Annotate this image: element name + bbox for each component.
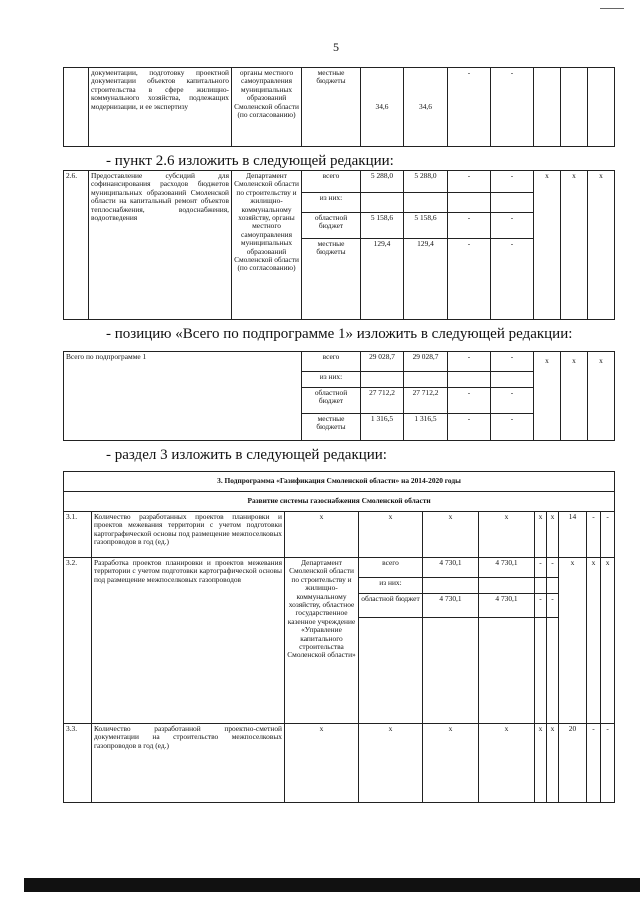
funding-source: областной бюджет: [359, 594, 423, 618]
cell-x: x: [359, 512, 423, 558]
indicator-x: x: [534, 171, 561, 320]
value-dash: -: [547, 558, 559, 578]
item-number: 3.1.: [64, 512, 92, 558]
table-section-3: [63, 471, 615, 803]
value-dash: -: [491, 239, 534, 320]
value-total: 34,6: [361, 68, 404, 147]
table-item-2-6: [63, 170, 615, 320]
scan-corner-mark: [600, 8, 624, 9]
total-label: Всего по подпрограмме 1: [64, 352, 302, 441]
value-dash: -: [535, 558, 547, 578]
funding-source: местные бюджеты: [302, 239, 361, 320]
cell-x: x: [535, 512, 547, 558]
measure-name: Предоставление субсидий для софинансирования расходов бюджетов муниципальных образований Смоленской области на капитальный ремонт объектов теплоснабжения, водоснабжения, водоотведения: [89, 171, 232, 320]
value-total: 5 288,0: [361, 171, 404, 193]
value-dash: -: [448, 352, 491, 372]
indicator-name: Количество разработанных проектов планировки и проектов межевания территории с учетом подготовки картографической основы под размещение межпоселковых газопроводов в год (ед.): [92, 512, 285, 558]
indicator-value: 20: [559, 724, 587, 803]
cell-x: x: [547, 724, 559, 803]
item-number: 3.2.: [64, 558, 92, 724]
value-year: 34,6: [404, 68, 448, 147]
funding-source: областной бюджет: [302, 213, 361, 239]
executor: Департамент Смоленской области по строительству и жилищно-коммунальному хозяйству, органы местного самоуправления муниципальных образований Смоленской области (по согласованию): [232, 171, 302, 320]
value-total: 4 730,1: [423, 558, 479, 578]
cell-x: x: [359, 724, 423, 803]
section-heading: - пункт 2.6 изложить в следующей редакции:: [106, 153, 394, 169]
table-subprogram-total: [63, 351, 615, 441]
funding-source: из них:: [359, 578, 423, 594]
cell-x: x: [479, 512, 535, 558]
indicator-x: x: [587, 558, 601, 724]
indicator-x: x: [559, 558, 587, 724]
indicator-x: x: [588, 171, 615, 320]
funding-source: областной бюджет: [302, 388, 361, 414]
value-total: 129,4: [361, 239, 404, 320]
cell-x: x: [285, 724, 359, 803]
funding-source: из них:: [302, 193, 361, 213]
measure-name: Разработка проектов планировки и проектов межевания территории с учетом подготовки картографической основы под размещение межпоселковых газопроводов: [92, 558, 285, 724]
indicator-x: x: [534, 352, 561, 441]
value-total: 29 028,7: [361, 352, 404, 372]
value-total: 27 712,2: [361, 388, 404, 414]
funding-source: местные бюджеты: [302, 414, 361, 441]
measure-name: документации, подготовку проектной документации объектов капитального строительства в сфере жилищно-коммунального хозяйства, подлежащих модернизации, и ее экспертизу: [89, 68, 232, 147]
value-year: 29 028,7: [404, 352, 448, 372]
indicator-x: x: [561, 171, 588, 320]
value-dash: -: [448, 171, 491, 193]
table-continuation: [63, 67, 615, 147]
value-year: 4 730,1: [479, 558, 535, 578]
indicator-x: x: [588, 352, 615, 441]
subprogram-title: 3. Подпрограмма «Газификация Смоленской области» на 2014-2020 годы: [64, 472, 615, 492]
cell-x: x: [423, 724, 479, 803]
item-number: 3.3.: [64, 724, 92, 803]
scan-bottom-edge: [24, 878, 640, 892]
value-dash: -: [547, 594, 559, 618]
value-dash: -: [601, 512, 615, 558]
value-dash: -: [491, 414, 534, 441]
value-year: 1 316,5: [404, 414, 448, 441]
section-heading: - позицию «Всего по подпрограмме 1» изложить в следующей редакции:: [106, 326, 573, 342]
funding-source: всего: [302, 352, 361, 372]
value-year: 5 158,6: [404, 213, 448, 239]
value-dash: -: [448, 68, 491, 147]
executor: Департамент Смоленской области по строительству и жилищно-коммунальному хозяйству, областное государственное казенное учреждение «Управление капитального строительства Смоленской области»: [285, 558, 359, 724]
value-year: 4 730,1: [479, 594, 535, 618]
value-year: 129,4: [404, 239, 448, 320]
funding-source: всего: [302, 171, 361, 193]
funding-source: из них:: [302, 372, 361, 388]
value-dash: -: [587, 724, 601, 803]
value-dash: -: [601, 724, 615, 803]
value-dash: -: [535, 594, 547, 618]
value-dash: -: [448, 239, 491, 320]
indicator-x: x: [561, 352, 588, 441]
value-total: 4 730,1: [423, 594, 479, 618]
subprogram-subtitle: Развитие системы газоснабжения Смоленской области: [64, 492, 615, 512]
indicator-value: 14: [559, 512, 587, 558]
value-total: 5 158,6: [361, 213, 404, 239]
value-dash: -: [448, 414, 491, 441]
value-dash: -: [491, 213, 534, 239]
value-dash: -: [491, 388, 534, 414]
value-year: 5 288,0: [404, 171, 448, 193]
funding-source: всего: [359, 558, 423, 578]
cell-x: x: [479, 724, 535, 803]
page-number: 5: [333, 40, 339, 54]
funding-source: местные бюджеты: [302, 68, 361, 147]
value-dash: -: [448, 213, 491, 239]
value-dash: -: [587, 512, 601, 558]
value-dash: -: [448, 388, 491, 414]
value-dash: -: [491, 68, 534, 147]
cell-x: x: [535, 724, 547, 803]
cell-x: x: [547, 512, 559, 558]
value-dash: -: [491, 171, 534, 193]
item-number: 2.6.: [64, 171, 89, 320]
value-year: 27 712,2: [404, 388, 448, 414]
value-total: 1 316,5: [361, 414, 404, 441]
cell-x: x: [285, 512, 359, 558]
indicator-name: Количество разработанной проектно-сметной документации на строительство межпоселковых газопроводов в год (ед.): [92, 724, 285, 803]
section-heading: - раздел 3 изложить в следующей редакции:: [106, 447, 387, 463]
executor: органы местного самоуправления муниципальных образований Смоленской области (по согласованию): [232, 68, 302, 147]
value-dash: -: [491, 352, 534, 372]
cell-x: x: [423, 512, 479, 558]
indicator-x: x: [601, 558, 615, 724]
